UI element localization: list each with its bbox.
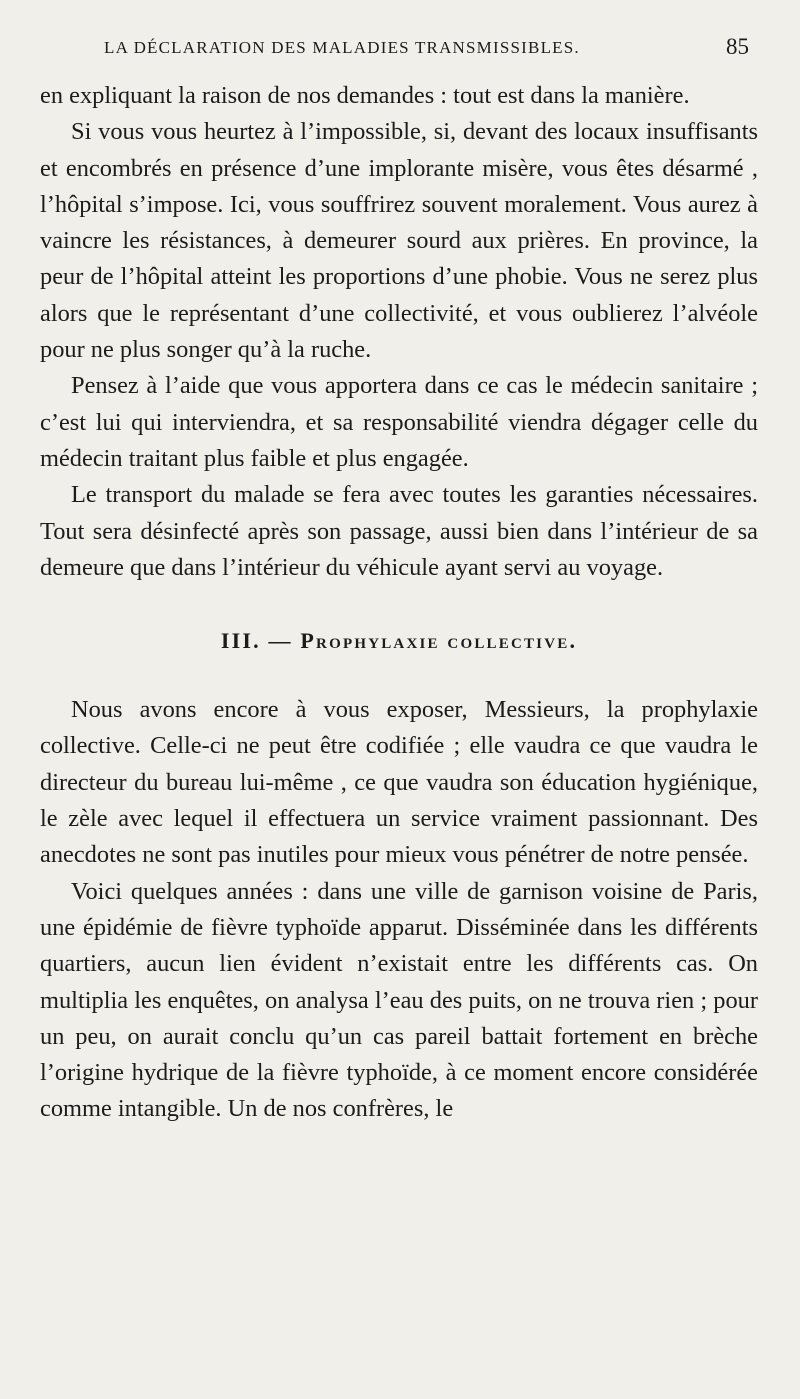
section-title: Prophylaxie collective. bbox=[300, 628, 578, 654]
section-number: III. — bbox=[220, 628, 293, 654]
paragraph-medecin-sanitaire: Pensez à l’aide que vous apportera dans ce cas le médecin sanitaire ; c’est lui qui interviendra, et sa responsabilité viendra dégager celle du médecin traitant plus faible et plus engagée. bbox=[40, 372, 758, 472]
paragraph-continuation: en expliquant la raison de nos demandes : tout est dans la manière. bbox=[40, 82, 690, 109]
paragraph-transport: Le transport du malade se fera avec toutes les garanties nécessaires. Tout sera désinfecté après son passage, aussi bien dans l’intérieur de sa demeure que dans l’intérieur du véhicule ayant servi au voyage. bbox=[40, 481, 758, 581]
paragraph-prophylaxie: Nous avons encore à vous exposer, Messieurs, la prophylaxie collective. Celle-ci ne peut être codifiée ; elle vaudra ce que vaudra le directeur du bureau lui-même , ce que vaudra son éducation hygiénique, le zèle avec lequel il effectuera un service vraiment passionnant. Des anecdotes ne sont pas inutiles pour mieux vous pénétrer de notre pensée. bbox=[40, 696, 758, 869]
section-heading bbox=[40, 623, 758, 659]
page-number: 85 bbox=[726, 34, 749, 59]
running-header bbox=[0, 34, 800, 64]
body-text bbox=[40, 78, 758, 1128]
running-title: LA DÉCLARATION DES MALADIES TRANSMISSIBLES. bbox=[104, 38, 580, 57]
paragraph-anecdote: Voici quelques années : dans une ville de garnison voisine de Paris, une épidémie de fièvre typhoïde apparut. Disséminée dans les différents quartiers, aucun lien évident n’existait entre les différents cas. On multiplia les enquêtes, on analysa l’eau des puits, on ne trouva rien ; pour un peu, on aurait conclu qu’un cas pareil battait fortement en brèche l’origine hydrique de la fièvre typhoïde, à ce moment encore considérée comme intangible. Un de nos confrères, le bbox=[40, 877, 758, 1123]
paragraph-hospital: Si vous vous heurtez à l’impossible, si, devant des locaux insuffisants et encombrés en présence d’une implorante misère, vous êtes désarmé , l’hôpital s’impose. Ici, vous souffrirez souvent moralement. Vous aurez à vaincre les résistances, à demeurer sourd aux prières. En province, la peur de l’hôpital atteint les proportions d’une phobie. Vous ne serez plus alors que le représentant d’une collectivité, et vous oublierez l’alvéole pour ne plus songer qu’à la ruche. bbox=[40, 118, 758, 364]
